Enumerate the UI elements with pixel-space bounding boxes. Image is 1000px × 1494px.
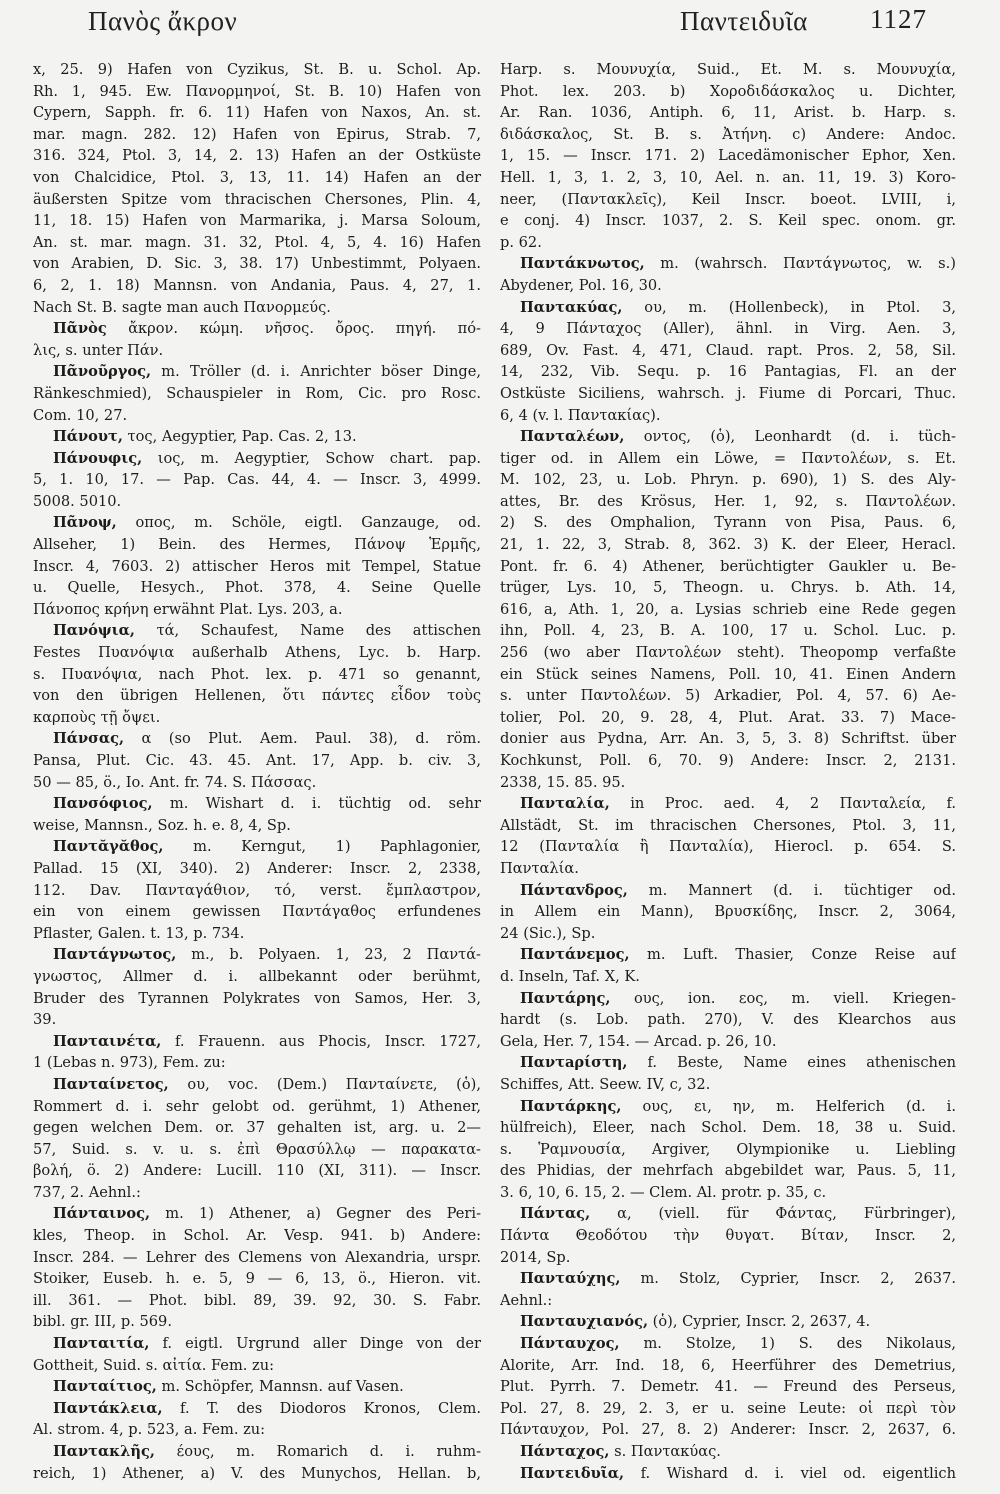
entry-headline: Παντάρκης, ους, ει, ην, m. Helferich (d. i. [520, 1097, 956, 1115]
headword: Πάντας, [520, 1205, 591, 1223]
headword: Παντάγνωτος, [53, 946, 177, 964]
text-line: Πανταλία. [500, 859, 579, 877]
text-line: Allstädt, St. im thracischen Chersones, Ptol. 3, 11, [500, 816, 956, 834]
entry-headline: Παντειδυῖα, f. Wishard d. i. viel od. eigentlich [520, 1464, 956, 1482]
text-line: Alorite, Arr. Ind. 18, 6, Heerführer des Demetrius, [500, 1356, 956, 1374]
text-line: Schiffes, Att. Seew. IV, c, 32. [500, 1075, 711, 1093]
text-line: Ränkeschmied), Schauspieler in Rom, Cic. pro Rosc. [33, 384, 481, 402]
entry-headline: Πάνταχος, s. Παντακύας. [520, 1443, 721, 1460]
text-line: kles, Theop. in Schol. Ar. Vesp. 941. b) Andere: [33, 1227, 481, 1245]
headword: Πᾶνοψ, [53, 514, 117, 532]
headword: Πάνσας, [53, 730, 125, 748]
text-line: Pallad. 15 (XI, 340). 2) Anderer: Inscr. 2, 2338, [33, 859, 481, 877]
headword: Πάνουτ, [53, 428, 123, 446]
text-line: 316. 324, Ptol. 3, 14, 2. 13) Hafen an der Ostküste [33, 147, 481, 165]
text-line: Inscr. 4, 7603. 2) attischer Heros mit Tempel, Statue [33, 557, 481, 575]
headword: Παντάνεμος, [520, 946, 630, 964]
text-line: s. Πυανόψια, nach Phot. lex. p. 471 so genannt, [33, 665, 481, 683]
entry-headline: Πανταινέτα, f. Frauenn. aus Phocis, Inscr. 1727, [53, 1032, 481, 1050]
text-line: neer, (Παντακλεῖς), Keil Inscr. boeot. LVIII, i, [500, 190, 956, 208]
headword: Πᾶνοῦργος, [53, 363, 152, 381]
text-line: 616, a, Ath. 1, 20, a. Lysias schrieb eine Rede gegen [500, 600, 956, 618]
headword: Πάνταυχος, [520, 1335, 620, 1353]
text-line: Kochkunst, Poll. 6, 70. 9) Andere: Inscr. 2, 2131. [500, 752, 956, 769]
text-line: s. Ῥαμνουσία, Argiver, Olympionike u. Liebling [500, 1140, 956, 1158]
text-line: attes, Br. des Krösus, Her. 1, 92, s. Παντολέων. [500, 492, 956, 510]
page-header [0, 0, 1000, 40]
text-line: 5008. 5010. [33, 492, 122, 510]
entry-headline: Πανταίτιος, m. Schöpfer, Mannsn. auf Vasen. [53, 1378, 404, 1396]
text-line: 6, 4 (v. l. Παντακίας). [500, 406, 661, 424]
text-line: Gela, Her. 7, 154. — Arcad. p. 26, 10. [500, 1032, 777, 1050]
text-line: Harp. s. Μουνυχία, Suid., Et. M. s. Μουνυχία, [500, 61, 956, 78]
text-line: γνωστος, Allmer d. i. allbekannt oder berühmt, [33, 967, 481, 985]
text-line: 39. [33, 1011, 57, 1029]
text-line: Cypern, Sapph. fr. 6. 11) Hafen von Naxos, An. st. [33, 104, 481, 122]
text-line: trüger, Lys. 10, 5, Theogn. u. Chrys. b. Ath. 14, [500, 579, 956, 597]
text-line: 4, 9 Πάνταχος (Aller), ähnl. in Virg. Aen. 3, [500, 320, 956, 338]
text-line: 689, Ov. Fast. 4, 471, Claud. rapt. Pros. 2, 58, Sil. [500, 341, 956, 359]
entry-headline: Πάνσας, α (so Plut. Aem. Paul. 38), d. röm. [53, 730, 481, 748]
text-line: 2338, 15. 85. 95. [500, 773, 626, 791]
entry-headline: Πᾶνοῦργος, m. Tröller (d. i. Anrichter böser Dinge, [53, 363, 481, 381]
text-line: Al. strom. 4, p. 523, a. Fem. zu: [33, 1421, 266, 1439]
text-line: von Arabien, D. Sic. 3, 38. 17) Unbestimmt, Polyaen. [33, 255, 481, 273]
text-line: 14, 232, Vib. Sequ. p. 16 Pantagias, Fl. an der [500, 363, 956, 381]
headword: Πάνταινος, [53, 1205, 151, 1223]
left-running-head: Πανὸς ἄκρον [88, 6, 238, 36]
text-line: e conj. 4) Inscr. 1037, 2. S. Keil spec. onom. gr. [500, 212, 956, 230]
text-line: weise, Mannsn., Soz. h. e. 8, 4, Sp. [33, 816, 291, 834]
text-line: Allseher, 1) Bein. des Hermes, Πάνοψ Ἑρμῆς, [33, 536, 481, 554]
entry-headline: Πανταλία, in Proc. aed. 4, 2 Πανταλεία, f. [520, 795, 956, 813]
headword: Πάνταvδρος, [520, 881, 628, 899]
text-line: mar. magn. 282. 12) Hafen von Epirus, Strab. 7, [33, 125, 481, 143]
headword: Πάνταχος, [520, 1443, 610, 1460]
text-line: 2014, Sp. [500, 1248, 571, 1266]
headword: Πάνουφις, [53, 449, 143, 467]
headword: Παντaρίστη, [520, 1054, 628, 1072]
text-line: Hell. 1, 3, 1. 2, 3, 10, Ael. n. an. 11, 19. 3) Koro- [500, 168, 956, 186]
text-line: x, 25. 9) Hafen von Cyzikus, St. B. u. Schol. Ap. [33, 61, 481, 78]
headword: Πανταίτιος, [53, 1378, 157, 1396]
text-line: Pflaster, Galen. t. 13, p. 734. [33, 924, 245, 942]
text-line: Pol. 27, 8. 29, 2. 3, er u. seine Leute: οἱ περὶ τὸν [500, 1399, 956, 1417]
text-line: 21, 1. 22, 3, Strab. 8, 362. 3) K. der Eleer, Heracl. [500, 536, 956, 554]
text-line: Inscr. 284. — Lehrer des Clemens von Alexandria, urspr. [33, 1248, 481, 1266]
headword: Παντακλῆς, [53, 1443, 155, 1460]
entry-headline: Πανταίνετος, ου, voc. (Dem.) Πανταίνετε, (ὁ), [53, 1075, 481, 1093]
text-line: hardt (s. Lob. path. 270), V. des Klearchos aus [500, 1011, 956, 1029]
text-line: Ar. Ran. 1036, Antiph. 6, 11, Arist. b. Harp. s. [500, 104, 956, 122]
entry-headline: Παντακύας, ου, m. (Hollenbeck), in Ptol. 3, [520, 298, 956, 316]
text-line: 12 (Πανταλία ἢ Πανταλία), Hierocl. p. 654. S. [500, 838, 956, 856]
text-line: in Allem ein Mann), Βρυσκίδης, Inscr. 2, 3064, [500, 903, 956, 921]
text-line: Pansa, Plut. Cic. 43. 45. Ant. 17, App. b. civ. 3, [33, 752, 481, 769]
text-line: 24 (Sic.), Sp. [500, 924, 596, 942]
text-line: 3. 6, 10, 6. 15, 2. — Clem. Al. protr. p. 35, c. [500, 1183, 827, 1201]
entry-headline: Πανταυχιανός, (ὁ), Cyprier, Inscr. 2, 2637, 4. [520, 1313, 871, 1331]
entry-headline: Πάνουφις, ιος, m. Aegyptier, Schow chart. pap. [53, 449, 481, 467]
text-line: d. Inseln, Taf. X, K. [500, 967, 640, 985]
headword: Πᾶνὸς [53, 320, 107, 338]
entry-headline: Παντακλῆς, έους, m. Romarich d. i. ruhm- [53, 1443, 481, 1460]
entry-headline: Πάνταυχος, m. Stolze, 1) S. des Nikolaus, [520, 1335, 956, 1353]
text-line: 1, 15. — Inscr. 171. 2) Lacedämonischer Ephor, Xen. [500, 147, 956, 165]
text-line: 11, 18. 15) Hafen von Marmarika, j. Marsa Soloum, [33, 212, 481, 230]
headword: Πανταίνετος, [53, 1075, 169, 1093]
text-line: 6, 2, 1. 18) Mannsn. von Andania, Paus. 4, 27, 1. [33, 276, 481, 294]
entry-headline: Παντάγνωτος, m., b. Polyaen. 1, 23, 2 Παντά- [53, 946, 481, 964]
headword: Πανσόφιος, [53, 795, 153, 813]
text-line: διδάσκαλος, St. B. s. Ἀτήνη. c) Andere: Andoc. [500, 125, 956, 143]
headword: Παντειδυῖα, [520, 1464, 625, 1482]
text-line: gegen welchen Dem. or. 37 gehalten ist, arg. u. 2— [33, 1119, 481, 1137]
headword: Πανταιτία, [53, 1335, 150, 1353]
text-line: Rh. 1, 945. Ew. Πανορμηνοί, St. B. 10) Hafen von [33, 82, 481, 100]
entry-headline: Πανόψια, τά, Schaufest, Name des attischen [53, 622, 481, 640]
entry-headline: Πάνταινος, m. 1) Athener, a) Gegner des Peri- [53, 1205, 481, 1223]
entry-headline: Παντaρίστη, f. Beste, Name eines athenischen [520, 1054, 956, 1072]
text-line: Phot. lex. 203. b) Χοροδιδάσκαλος u. Dichter, [500, 82, 956, 100]
entry-headline: Πάνουτ, τος, Aegyptier, Pap. Cas. 2, 13. [53, 428, 357, 446]
text-line: 256 (wo aber Παντολέων steht). Theopomp verfaßte [500, 644, 956, 662]
text-line: u. Quelle, Hesych., Phot. 378, 4. Seine Quelle [33, 579, 481, 597]
headword: Πανταλέων, [520, 428, 625, 446]
text-line: ein Stück seines Namens, Poll. 10, 41. Einen Andern [500, 665, 956, 683]
headword: Πανταυχιανός, [520, 1313, 649, 1331]
right-running-head: Παντειδυῖα [680, 6, 808, 36]
text-line: An. st. mar. magn. 31. 32, Ptol. 4, 5, 4. 16) Hafen [33, 233, 481, 251]
entry-headline: Πᾶνὸς ἄκρον. κώμη. νῆσος. ὄρος. πηγή. πό- [53, 320, 481, 338]
text-line: Πάντα Θεοδότου τὴν θυγατ. Βίταν, Inscr. 2, [500, 1227, 956, 1245]
text-line: des Phidias, der mehrfach abgebildet war, Paus. 5, 11, [500, 1162, 956, 1180]
headword: Παντάκλεια, [53, 1399, 163, 1417]
text-line: bibl. gr. III, p. 569. [33, 1313, 172, 1331]
text-line: Bruder des Tyrannen Polykrates von Samos, Her. 3, [33, 989, 481, 1007]
entry-headline: Πανταύχης, m. Stolz, Cyprier, Inscr. 2, 2637. [520, 1270, 956, 1288]
text-line: Festes Πυανόψια außerhalb Athens, Lyc. b. Harp. [33, 644, 481, 662]
text-line: 50 — 85, ö., Io. Ant. fr. 74. S. Πάσσας. [33, 773, 317, 791]
headword: Πανταλία, [520, 795, 610, 813]
text-line: donier aus Pydna, Arr. An. 3, 5, 3. 8) Schriftst. über [500, 730, 956, 748]
entry-headline: Παντάκλεια, f. T. des Diodoros Kronos, Clem. [53, 1399, 481, 1417]
text-line: hülfreich), Eleer, nach Schol. Dem. 18, 38 u. Suid. [500, 1119, 956, 1137]
text-line: Abydener, Pol. 16, 30. [500, 276, 662, 294]
headword: Παντάκνωτος, [520, 255, 645, 273]
headword: Παντᾰγᾰθος, [53, 838, 164, 856]
text-line: 737, 2. Aehnl.: [33, 1183, 141, 1201]
headword: Παντακύας, [520, 298, 623, 316]
entry-headline: Παντάρης, ους, ion. εος, m. viell. Kriegen- [520, 989, 956, 1007]
text-line: 5, 1. 10, 17. — Pap. Cas. 44, 4. — Inscr. 3, 4999. [33, 471, 481, 489]
text-line: Nach St. B. sagte man auch Πανορμεύς. [33, 298, 331, 316]
headword: Πανταύχης, [520, 1270, 621, 1288]
text-line: ill. 361. — Phot. bibl. 89, 39. 92, 30. S. Fabr. [33, 1291, 481, 1309]
entry-headline: Πανταιτία, f. eigtl. Urgrund aller Dinge von der [53, 1335, 481, 1353]
page-number: 1127 [870, 4, 927, 34]
text-line: tiger od. in Allem ein Löwe, = Παντολέων, s. Et. [500, 449, 956, 467]
text-line: 2) S. des Omphalion, Tyrann von Pisa, Paus. 6, [500, 514, 956, 532]
text-line: Ostküste Siciliens, wahrsch. j. Fiume di Porcari, Thuc. [500, 384, 956, 402]
entry-headline: Παντάνεμος, m. Luft. Thasier, Conze Reise auf [520, 946, 956, 964]
text-line: M. 102, 23, u. Lob. Phryn. p. 690), 1) S. des Aly- [500, 471, 956, 489]
text-line: tolier, Pol. 20, 9. 28, 4, Plut. Arat. 33. 7) Mace- [500, 708, 956, 726]
text-line: Com. 10, 27. [33, 406, 128, 424]
text-line: reich, 1) Athener, a) V. des Munychos, Hellan. b, [33, 1464, 481, 1482]
entry-headline: Πάντας, α, (viell. für Φάντας, Fürbringer), [520, 1205, 956, 1223]
text-line: Stoiker, Euseb. h. e. 5, 9 — 6, 13, ö., Hieron. vit. [33, 1270, 481, 1288]
text-line: Rommert d. i. sehr gelobt od. gerühmt, 1) Athener, [33, 1097, 481, 1115]
text-line: ein von einem gewissen Παντάγαθος erfundenes [33, 903, 481, 921]
text-line: Pont. fr. 6. 4) Athener, berüchtigter Gaukler u. Be- [500, 557, 956, 575]
text-line: Gottheit, Suid. s. αἰτία. Fem. zu: [33, 1356, 275, 1374]
text-line: s. unter Παντολέων. 5) Arkadier, Pol. 4, 57. 6) Ae- [500, 687, 956, 705]
text-line: Plut. Pyrrh. 7. Demetr. 41. — Freund des Perseus, [500, 1378, 956, 1396]
text-line: ihn, Poll. 4, 23, B. A. 100, 17 u. Schol. Luc. p. [500, 622, 956, 640]
entry-headline: Πανταλέων, οντος, (ὁ), Leonhardt (d. i. tüch- [520, 428, 956, 446]
entry-headline: Παντᾰγᾰθος, m. Kerngut, 1) Paphlagonier, [53, 838, 481, 856]
text-line: Aehnl.: [500, 1291, 553, 1309]
entry-headline: Πάνταvδρος, m. Mannert (d. i. tüchtiger od. [520, 881, 956, 899]
text-line: Πάνταυχον, Pol. 27, 8. 2) Anderer: Inscr. 2, 2637, 6. [500, 1421, 956, 1439]
text-line: äußersten Spitze vom thracischen Chersones, Plin. 4, [33, 190, 481, 208]
text-line: von Chalcidice, Ptol. 3, 13, 11. 14) Hafen an der [33, 168, 481, 186]
entry-headline: Παντάκνωτος, m. (wahrsch. Παντάγνωτος, w. s.) [520, 255, 956, 273]
headword: Παντάρης, [520, 989, 611, 1007]
text-line: Πάνοπος κρήνη erwähnt Plat. Lys. 203, a. [33, 600, 343, 618]
text-line: λις, s. unter Πάν. [33, 341, 164, 359]
left-column [33, 59, 481, 1484]
text-line: 1 (Lebas n. 973), Fem. zu: [33, 1054, 226, 1072]
text-line: p. 62. [500, 233, 542, 251]
text-line: βολή, ö. 2) Andere: Lucill. 110 (XI, 311). — Inscr. [33, 1162, 481, 1180]
headword: Παντάρκης, [520, 1097, 622, 1115]
text-line: 112. Dav. Πανταγάθιον, τό, verst. ἔμπλαστρον, [33, 881, 481, 899]
text-line: 57, Suid. s. v. u. s. ἐπὶ Θρασύλλῳ — παρακατα- [33, 1140, 481, 1158]
text-line: καρποὺς τῇ ὄψει. [33, 708, 161, 726]
headword: Πανόψια, [53, 622, 135, 640]
text-line: von den übrigen Hellenen, ὅτι πάντες εἶδον τοὺς [33, 687, 481, 705]
entry-headline: Πανσόφιος, m. Wishart d. i. tüchtig od. sehr [53, 795, 481, 813]
right-column [500, 59, 956, 1484]
entry-headline: Πᾶνοψ, οπος, m. Schöle, eigtl. Ganzauge, od. [53, 514, 481, 532]
headword: Πανταινέτα, [53, 1032, 162, 1050]
